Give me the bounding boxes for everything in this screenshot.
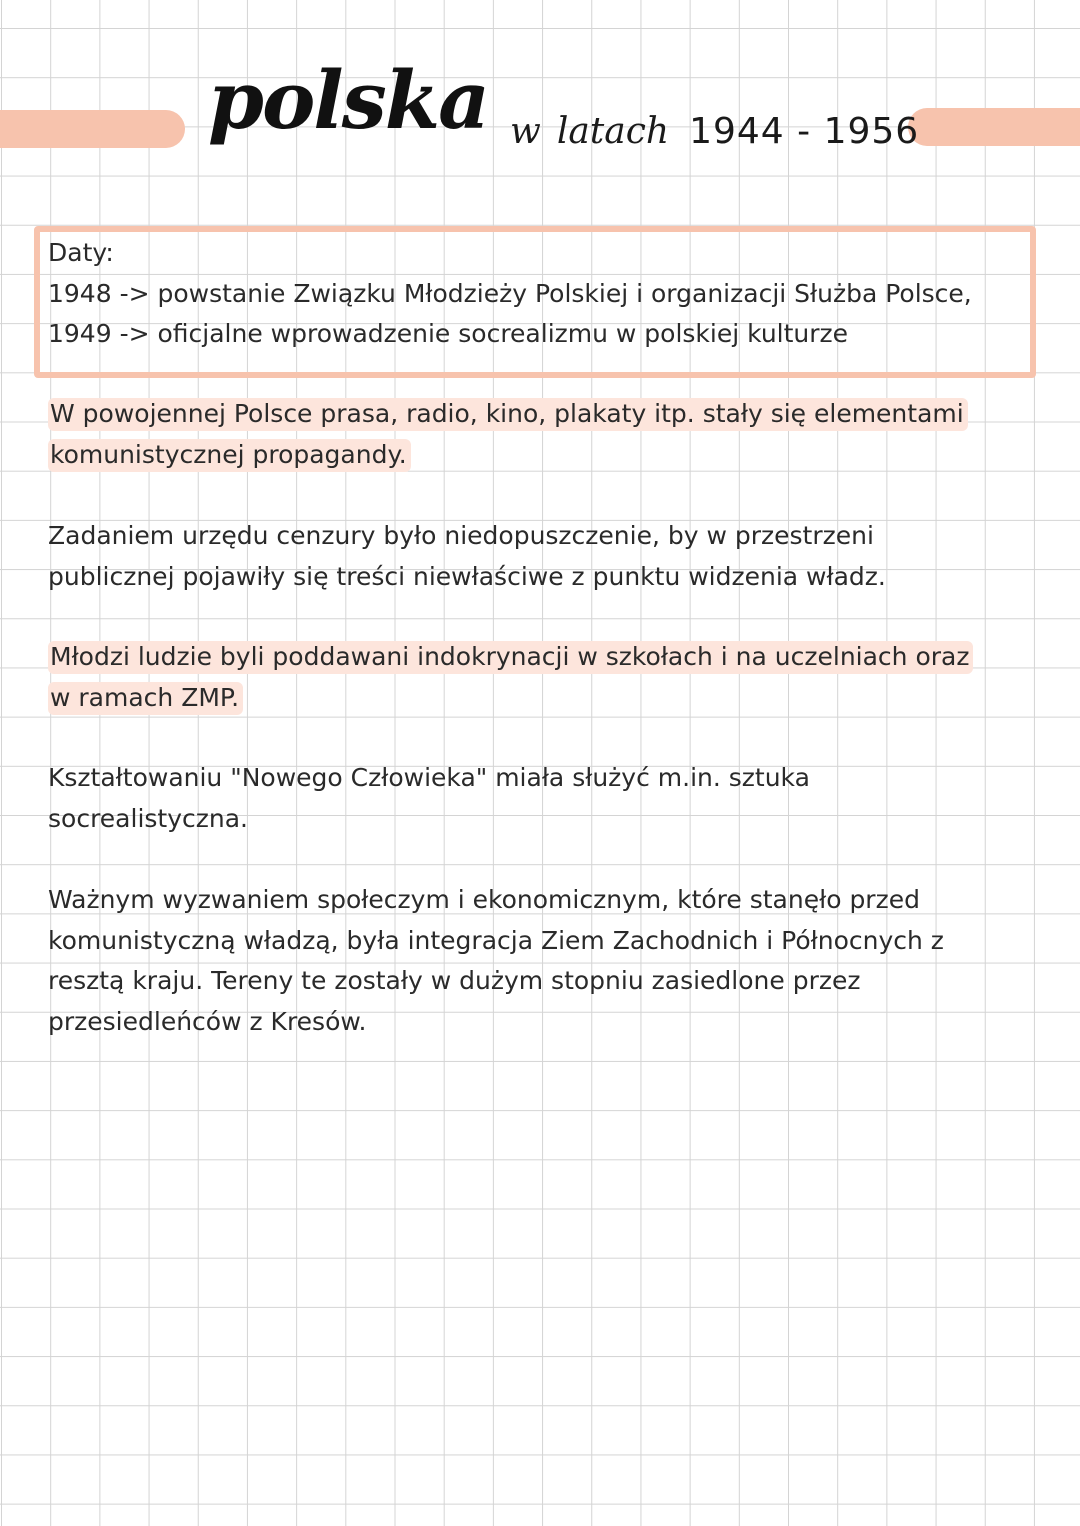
subtitle-w: w <box>510 111 541 152</box>
paragraph-line: komunistyczną władzą, była integracja Ziem Zachodnich i Północnych z <box>48 925 944 955</box>
date-item: 1949 -> oficjalne wprowadzenie socrealizmu w polskiej kulturze <box>48 319 849 348</box>
paragraph-line: Ważnym wyzwaniem społeczym i ekonomicznym, które stanęło przed <box>48 885 920 914</box>
paragraph-line: W powojennej Polsce prasa, radio, kino, plakaty itp. stały się elementami <box>48 398 968 431</box>
paragraph-line: Młodzi ludzie byli poddawani indokrynacji w szkołach i na uczelniach oraz <box>48 641 973 674</box>
paragraph-new-man <box>48 758 810 839</box>
page-title: polska <box>208 53 488 147</box>
paragraph-line: w ramach ZMP. <box>48 682 243 715</box>
paragraph-line: socrealistyczna. <box>48 803 248 833</box>
paragraph-propaganda <box>48 394 968 475</box>
header-accent-bar-left <box>0 110 185 148</box>
paragraph-line: komunistycznej propagandy. <box>48 439 411 472</box>
paragraph-line: przesiedleńców z Kresów. <box>48 1006 367 1036</box>
paragraph-line: resztą kraju. Tereny te zostały w dużym stopniu zasiedlone przez <box>48 966 861 995</box>
date-item: 1948 -> powstanie Związku Młodzieży Polskiej i organizacji Służba Polsce, <box>48 278 972 308</box>
paragraph-line: publicznej pojawiły się treści niewłaściwe z punktu widzenia władz. <box>48 561 886 591</box>
subtitle-years: 1944 - 1956 <box>689 111 920 152</box>
paragraph-line: Zadaniem urzędu cenzury było niedopuszczenie, by w przestrzeni <box>48 521 874 550</box>
subtitle-latach: latach <box>556 111 670 152</box>
paragraph-censorship <box>48 516 886 597</box>
page-subtitle <box>510 111 920 152</box>
dates-list <box>48 233 972 355</box>
header-accent-bar-right <box>908 108 1080 146</box>
paragraph-recovered-territories <box>48 880 944 1042</box>
paragraph-youth <box>48 637 973 718</box>
paragraph-line: Kształtowaniu "Nowego Człowieka" miała służyć m.in. sztuka <box>48 763 810 792</box>
dates-heading: Daty: <box>48 238 114 267</box>
